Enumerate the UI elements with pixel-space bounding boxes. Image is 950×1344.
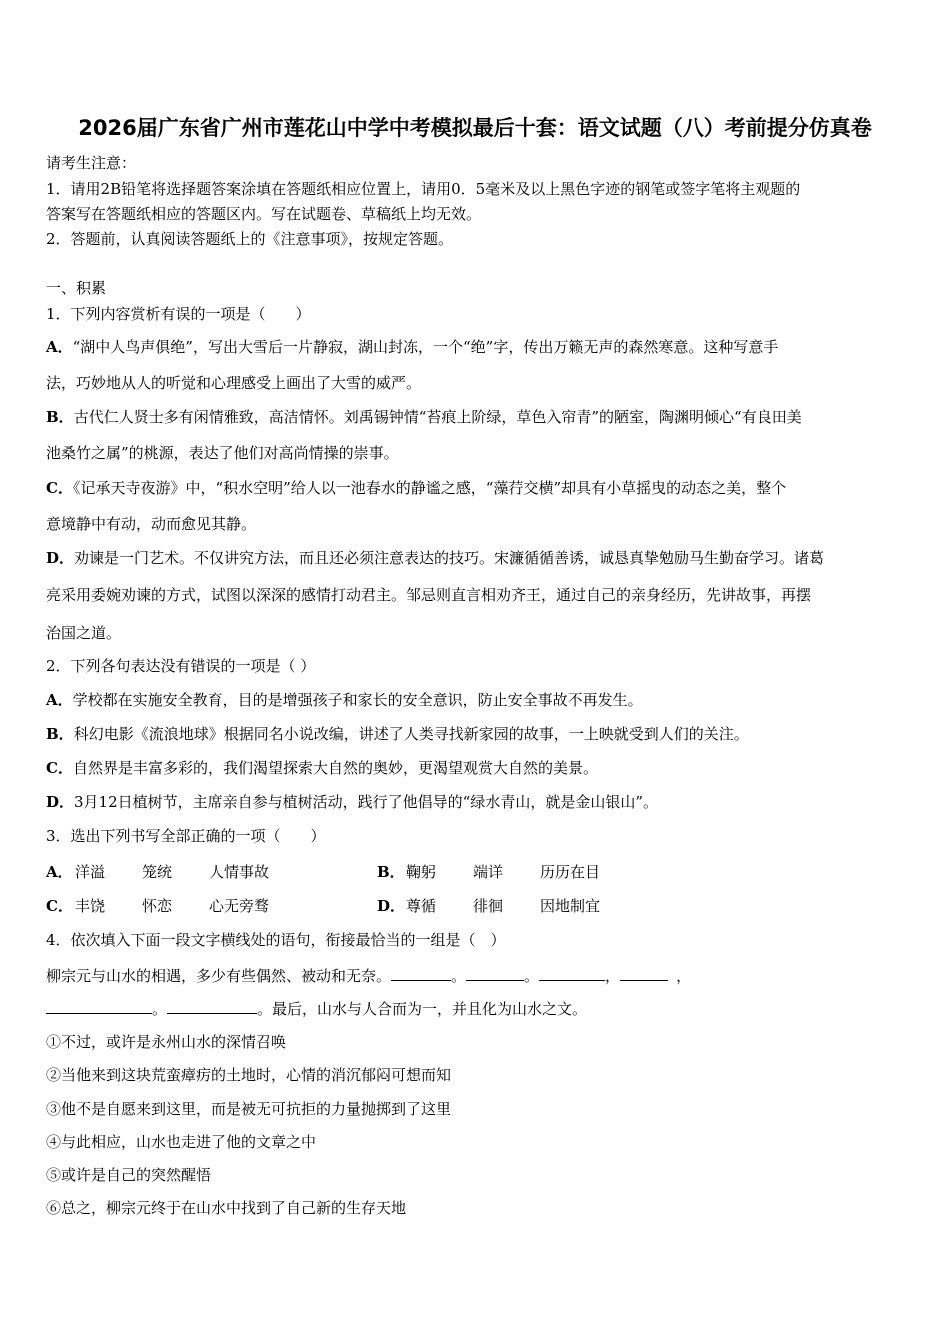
q3-option-d-word-3: 因地制宜 bbox=[540, 897, 601, 915]
q3-option-a-word-3: 人情事故 bbox=[209, 863, 270, 881]
q4-item-3: ③他不是自愿来到这里，而是被无可抗拒的力量抛掷到了这里 bbox=[46, 1100, 452, 1118]
q1-option-a-cont: 法，巧妙地从人的听觉和心理感受上画出了大雪的威严。 bbox=[46, 374, 422, 392]
q4-punct-2: 。 bbox=[524, 967, 540, 985]
q3-option-c-word-2: 怀恋 bbox=[142, 897, 173, 915]
q2-option-d-label: D． bbox=[46, 793, 75, 811]
q3-option-d-word-2: 徘徊 bbox=[473, 897, 504, 915]
q3-option-c-word-1: 丰饶 bbox=[75, 897, 106, 915]
q3-option-d-word-1: 尊循 bbox=[406, 897, 437, 915]
q2-option-a-text: 学校都在实施安全教育，目的是增强孩子和家长的安全意识，防止安全事故不再发生。 bbox=[72, 691, 643, 709]
q4-item-5: ⑤或许是自己的突然醒悟 bbox=[46, 1166, 212, 1184]
fill-blank-3 bbox=[539, 965, 605, 981]
q2-option-c-text: 自然界是丰富多彩的，我们渴望探索大自然的奥妙，更渴望观赏大自然的美景。 bbox=[72, 759, 598, 777]
q4-passage-text: 柳宗元与山水的相遇，多少有些偶然、被动和无奈。 bbox=[46, 967, 392, 985]
q2-stem: 2．下列各句表达没有错误的一项是（ ） bbox=[46, 657, 316, 675]
q1-stem: 1．下列内容赏析有误的一项是（ ） bbox=[46, 305, 311, 323]
q1-option-b-text: 古代仁人贤士多有闲情雅致，高洁情怀。刘禹锡钟情“苔痕上阶绿，草色入帘青”的陋室，陶渊明倾心“有良田美 bbox=[73, 408, 802, 426]
q4-item-1: ①不过，或许是永州山水的深情召唤 bbox=[46, 1033, 287, 1051]
page-title: 2026届广东省广州市莲花山中学中考模拟最后十套：语文试题（八）考前提分仿真卷 bbox=[78, 116, 872, 140]
q4-punct-1: 。 bbox=[451, 967, 467, 985]
q2-option-b-text: 科幻电影《流浪地球》根据同名小说改编，讲述了人类寻找新家园的故事，一上映就受到人们的关注。 bbox=[73, 725, 749, 743]
q4-item-4: ④与此相应，山水也走进了他的文章之中 bbox=[46, 1133, 317, 1151]
q1-option-a-text: “湖中人鸟声俱绝”，写出大雪后一片静寂，湖山封冻，一个“绝”字，传出万籁无声的森然寒意。这种写意手 bbox=[72, 338, 779, 356]
q4-passage-line-2 bbox=[46, 998, 587, 1019]
q2-option-d bbox=[46, 791, 658, 812]
q4-stem: 4．依次填入下面一段文字横线处的语句，衔接最恰当的一组是（ ） bbox=[46, 931, 506, 949]
q1-option-c-label: C． bbox=[46, 479, 73, 497]
q1-option-a bbox=[46, 336, 778, 357]
q2-option-b-label: B． bbox=[46, 725, 74, 743]
q4-passage-line-1 bbox=[46, 965, 691, 986]
notice-heading: 请考生注意： bbox=[46, 154, 137, 172]
q1-option-d-label: D． bbox=[46, 549, 75, 567]
q4-item-6: ⑥总之，柳宗元终于在山水中找到了自己新的生存天地 bbox=[46, 1199, 407, 1217]
q4-punct-3: ， bbox=[605, 967, 621, 985]
fill-blank-1 bbox=[391, 965, 451, 981]
q1-option-b bbox=[46, 406, 802, 427]
q3-option-a-word-1: 洋溢 bbox=[75, 863, 106, 881]
section-heading: 一、积累 bbox=[46, 279, 107, 297]
fill-blank-4 bbox=[620, 965, 668, 981]
q2-option-c-label: C． bbox=[46, 759, 73, 777]
notice-line-1: 1．请用2B铅笔将选择题答案涂填在答题纸相应位置上，请用0．5毫米及以上黑色字迹的钢笔或签字笔将主观题的 bbox=[46, 180, 801, 198]
q1-option-d bbox=[46, 547, 824, 568]
q3-option-b-word-1: 鞠躬 bbox=[406, 863, 437, 881]
q1-option-c-cont: 意境静中有动，动而愈见其静。 bbox=[46, 515, 257, 533]
q3-option-c-label: C． bbox=[46, 897, 73, 915]
notice-line-3: 2．答题前，认真阅读答题纸上的《注意事项》，按规定答题。 bbox=[46, 230, 454, 248]
q3-option-b-label: B． bbox=[377, 863, 405, 881]
q4-punct-5: 。 bbox=[152, 1000, 168, 1018]
q2-option-b bbox=[46, 723, 749, 744]
q2-option-d-text: 3月12日植树节，主席亲自参与植树活动，践行了他倡导的“绿水青山，就是金山银山”。 bbox=[74, 793, 658, 811]
q1-option-d-cont-2: 治国之道。 bbox=[46, 624, 122, 642]
q1-option-a-label: A． bbox=[46, 338, 73, 356]
q2-option-c bbox=[46, 757, 598, 778]
fill-blank-5 bbox=[46, 998, 152, 1014]
q1-option-c-text: 《记承天寺夜游》中，“积水空明”给人以一池春水的静谧之感，“藻荇交横”却具有小草摇曳的动态之美，整个 bbox=[72, 479, 787, 497]
q3-option-d-label: D． bbox=[377, 897, 406, 915]
q1-option-d-cont-1: 亮采用委婉劝谏的方式，试图以深深的感情打动君主。邹忌则直言相劝齐王，通过自己的亲身经历，先讲故事，再摆 bbox=[46, 586, 812, 604]
notice-line-2: 答案写在答题纸相应的答题区内。写在试题卷、草稿纸上均无效。 bbox=[46, 205, 482, 223]
q2-option-a-label: A． bbox=[46, 691, 73, 709]
q1-option-b-label: B． bbox=[46, 408, 74, 426]
q3-option-a-word-2: 笼统 bbox=[142, 863, 173, 881]
q3-option-b-word-3: 历历在目 bbox=[540, 863, 601, 881]
fill-blank-2 bbox=[466, 965, 524, 981]
fill-blank-6 bbox=[167, 998, 257, 1014]
q1-option-b-cont: 池桑竹之属”的桃源，表达了他们对高尚情操的崇事。 bbox=[46, 444, 399, 462]
q1-option-d-text: 劝谏是一门艺术。不仅讲究方法，而且还必须注意表达的技巧。宋濂循循善诱，诚恳真挚勉励马生勤奋学习。诸葛 bbox=[74, 549, 825, 567]
q3-option-c-word-3: 心无旁骛 bbox=[209, 897, 270, 915]
q3-option-a-label: A． bbox=[46, 863, 73, 881]
q4-punct-4: ， bbox=[676, 967, 692, 985]
q3-option-b-word-2: 端详 bbox=[473, 863, 504, 881]
q4-passage-end: 。最后，山水与人合而为一，并且化为山水之文。 bbox=[257, 1000, 588, 1018]
q2-option-a bbox=[46, 689, 643, 710]
q1-option-c bbox=[46, 477, 786, 498]
q3-stem: 3．选出下列书写全部正确的一项（ ） bbox=[46, 827, 326, 845]
q4-item-2: ②当他来到这块荒蛮瘴疠的土地时，心情的消沉郁闷可想而知 bbox=[46, 1066, 452, 1084]
